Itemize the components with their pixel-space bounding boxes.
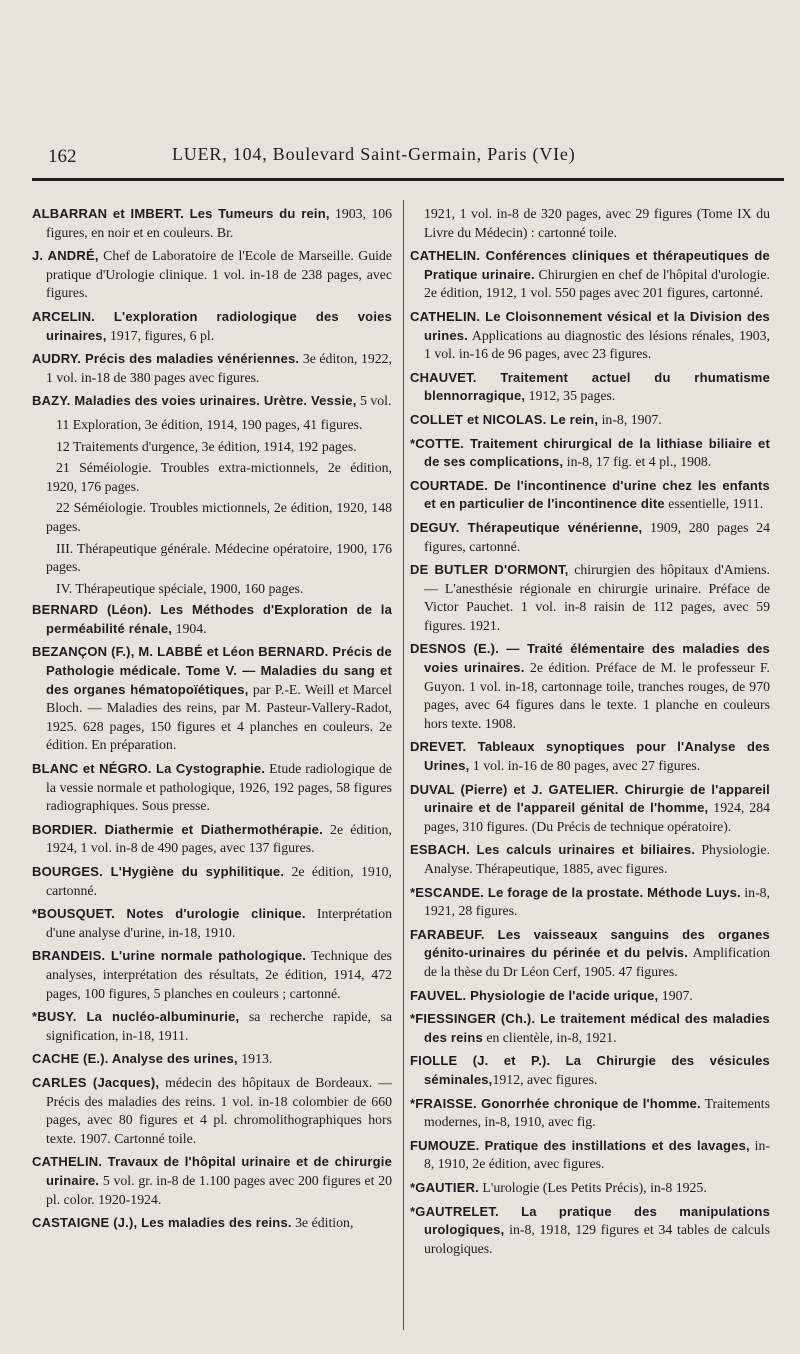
entry-heading: *GAUTIER. <box>410 1179 479 1195</box>
catalog-entry <box>32 601 392 638</box>
catalog-entry <box>32 205 392 242</box>
entry-heading: ALBARRAN et IMBERT. Les Tumeurs du rein, <box>32 206 330 221</box>
entry-details: Physiologie. Analyse. Thérapeutique, 1885, avec figures. <box>424 842 770 876</box>
entry-heading: CATHELIN. Conférences cliniques et thérapeutiques de Pratique urinaire. <box>410 248 770 282</box>
catalog-entry <box>410 1137 770 1174</box>
catalog-entry <box>410 1179 770 1198</box>
entry-heading: BERNARD (Léon). Les Méthodes d'Exploration de la perméabilité rénale, <box>32 602 392 636</box>
catalog-subentry <box>32 540 392 577</box>
entry-continuation-text: 1921, 1 vol. in-8 de 320 pages, avec 29 figures (Tome IX du Livre du Médecin) : cartonné toile. <box>424 206 770 240</box>
catalog-subentry <box>32 499 392 536</box>
catalog-subentry <box>32 416 392 435</box>
subentry-text: 21 Séméiologie. Troubles extra-mictionnels, 2e édition, 1920, 176 pages. <box>46 460 392 494</box>
entry-heading: COLLET et NICOLAS. Le rein, <box>410 411 599 427</box>
catalog-entry <box>410 987 770 1006</box>
entry-details: par P.-E. Weill et Marcel Bloch. — Maladies des reins, par M. Pasteur-Vallery-Radot, 1925. 628 pages, 150 figures et 4 planches en couleurs. 2e édition. En préparation. <box>46 681 392 753</box>
entry-details: Etude radiologique de la vessie normale et pathologique, 1926, 192 pages, 58 figures radiographiques. Sous presse. <box>46 761 392 814</box>
entry-heading: *FRAISSE. Gonorrhée chronique de l'homme. <box>410 1095 701 1111</box>
catalog-entry <box>32 350 392 387</box>
catalog-entry <box>410 1052 770 1089</box>
entry-details: Interprétation d'une analyse d'urine, in-18, 1910. <box>46 906 392 940</box>
subentry-text: IV. Thérapeutique spéciale, 1900, 160 pages. <box>56 580 304 596</box>
entry-details: in-8, 1918, 129 figures et 34 tables de calculs urologiques. <box>424 1222 770 1256</box>
catalog-entry <box>32 947 392 1003</box>
entry-heading: CARLES (Jacques), <box>32 1074 160 1090</box>
entry-details: 2e édition. Préface de M. le professeur F. Guyon. 1 vol. in-18, cartonnage toile, tranches rouges, de 970 pages, avec 64 figures dans le texte. 1 planche en couleurs hors texte. 1908. <box>424 660 770 731</box>
entry-details: 1912, 35 pages. <box>525 388 616 404</box>
entry-details: Chef de Laboratoire de l'Ecole de Marseille. Guide pratique d'Urologie clinique. 1 vol. in-18 de 238 pages, avec figures. <box>46 248 392 301</box>
catalog-subentry <box>32 438 392 457</box>
catalog-entry <box>32 863 392 900</box>
entry-details: sa recherche rapide, sa signification, in-18, 1911. <box>46 1009 392 1043</box>
entry-details: L'urologie (Les Petits Précis), in-8 1925. <box>478 1179 707 1195</box>
catalog-entry <box>410 1095 770 1132</box>
entry-heading: COURTADE. De l'incontinence d'urine chez les enfants et en particulier de l'incontinence dite <box>410 477 770 512</box>
entry-details: 1913. <box>237 1051 273 1067</box>
entry-details: Traitements modernes, in-8, 1910, avec fig. <box>424 1095 770 1130</box>
catalog-entry <box>410 1010 770 1047</box>
entry-heading: DE BUTLER D'ORMONT, <box>410 562 569 578</box>
catalog-entry <box>410 738 770 775</box>
entry-details: Applications au diagnostic des lésions rénales, 1903, 1 vol. in-16 de 96 pages, avec 23 figures. <box>424 327 770 362</box>
catalog-entry <box>32 1050 392 1069</box>
catalog-entry <box>410 1203 770 1259</box>
right-column <box>410 205 770 1263</box>
catalog-entry <box>32 1008 392 1045</box>
entry-heading: BEZANÇON (F.), M. LABBÉ et Léon BERNARD. Précis de Pathologie médicale. Tome V. — Maladies du sang et des organes hématopoïétiques, <box>32 644 392 697</box>
page-number: 162 <box>48 146 77 167</box>
column-divider <box>403 200 404 1330</box>
entry-heading: *ESCANDE. Le forage de la prostate. Méthode Luys. <box>410 884 741 900</box>
running-title: LUER, 104, Boulevard Saint-Germain, Paris (VIe) <box>172 144 576 164</box>
entry-heading: BORDIER. Diathermie et Diathermothérapie. <box>32 821 323 837</box>
entry-details: in-8, 1907. <box>598 411 662 427</box>
entry-details: in-8, 1921, 28 figures. <box>424 884 771 919</box>
entry-heading: FIOLLE (J. et P.). La Chirurgie des vésicules séminales, <box>410 1053 770 1087</box>
entry-details: essentielle, 1911. <box>664 496 764 512</box>
left-column <box>32 205 392 1238</box>
entry-details: 5 vol. gr. in-8 de 1.100 pages avec 200 figures et 20 pl. color. 1920-1924. <box>46 1172 392 1207</box>
entry-details: in-8, 17 fig. et 4 pl., 1908. <box>563 454 712 470</box>
subentry-text: 11 Exploration, 3e édition, 1914, 190 pages, 41 figures. <box>56 416 363 432</box>
entry-heading: CATHELIN. Travaux de l'hôpital urinaire et de chirurgie urinaire. <box>32 1154 392 1188</box>
catalog-entry <box>410 411 770 430</box>
entry-heading: BRANDEIS. L'urine normale pathologique. <box>32 948 307 964</box>
catalog-entry <box>32 821 392 858</box>
entry-heading: DUVAL (Pierre) et J. GATELIER. Chirurgie de l'appareil urinaire et de l'appareil génital de l'homme, <box>410 781 770 816</box>
entry-details: 2e édition, 1910, cartonné. <box>46 864 392 898</box>
entry-heading: *BUSY. La nucléo-albuminurie, <box>32 1009 240 1025</box>
entry-heading: *COTTE. Traitement chirurgical de la lithiase biliaire et de ses complications, <box>410 435 770 470</box>
entry-heading: DREVET. Tableaux synoptiques pour l'Analyse des Urines, <box>410 739 770 774</box>
entry-heading: CACHE (E.). Analyse des urines, <box>32 1051 238 1067</box>
entry-heading: BLANC et NÉGRO. La Cystographie. <box>32 761 266 777</box>
entry-details: 5 vol. <box>356 393 392 409</box>
catalog-entry <box>410 561 770 635</box>
entry-heading: ESBACH. Les calculs urinaires et biliaires. <box>410 842 696 858</box>
catalog-entry <box>32 643 392 755</box>
entry-details: chirurgien des hôpitaux d'Amiens. — L'anesthésie régionale en chirurgie urinaire. Préface de Victor Pauchet. 1 vol. in-8 raisin de 112 pages, avec 59 figures. 1921. <box>424 562 770 633</box>
entry-details: 1912, avec figures. <box>492 1071 598 1087</box>
entry-details: in-8, 1910, 2e édition, avec figures. <box>424 1137 770 1172</box>
entry-heading: FUMOUZE. Pratique des instillations et des lavages, <box>410 1137 750 1153</box>
catalog-entry-continued <box>410 205 770 242</box>
catalog-entry <box>32 1214 392 1233</box>
entry-heading: CHAUVET. Traitement actuel du rhumatisme blennorragique, <box>410 369 770 404</box>
entry-heading: *GAUTRELET. La pratique des manipulations urologiques, <box>410 1203 770 1238</box>
entry-details: 1909, 280 pages 24 figures, cartonné. <box>424 519 770 554</box>
entry-heading: CATHELIN. Le Cloisonnement vésical et la Division des urines. <box>410 308 770 343</box>
catalog-entry <box>410 781 770 837</box>
catalog-entry <box>410 435 770 472</box>
entry-heading: *FIESSINGER (Ch.). Le traitement médical des maladies des reins <box>410 1011 770 1045</box>
page-header <box>32 138 772 178</box>
entry-heading: ARCELIN. L'exploration radiologique des voies urinaires, <box>32 308 392 343</box>
entry-details: 3e éditon, 1922, 1 vol. in-18 de 380 pages avec figures. <box>46 351 392 385</box>
catalog-entry <box>410 884 770 921</box>
catalog-entry <box>32 760 392 816</box>
catalog-entry <box>410 519 770 556</box>
subentry-text: 12 Traitements d'urgence, 3e édition, 1914, 192 pages. <box>56 438 357 454</box>
entry-heading: FARABEUF. Les vaisseaux sanguins des organes génito-urinaires du périnée et du pelvis. <box>410 926 770 961</box>
catalog-entry <box>410 640 770 733</box>
entry-details: 1904. <box>172 620 207 636</box>
entry-details: 1 vol. in-16 de 80 pages, avec 27 figures. <box>469 758 701 774</box>
subentry-text: III. Thérapeutique générale. Médecine opératoire, 1900, 176 pages. <box>46 540 392 575</box>
entry-heading: DESNOS (E.). — Traité élémentaire des maladies des voies urinaires. <box>410 641 770 676</box>
entry-details: 1903, 106 figures, en noir et en couleurs. Br. <box>46 206 393 240</box>
catalog-entry <box>410 247 770 303</box>
entry-heading: FAUVEL. Physiologie de l'acide urique, <box>410 987 659 1003</box>
catalog-entry <box>32 308 392 345</box>
catalog-entry <box>410 841 770 878</box>
entry-details: médecin des hôpitaux de Bordeaux. — Précis des maladies des reins. 1 vol. in-18 colombier de 660 pages, avec 80 figures et 4 pl. chromolithographiques hors texte. 1907. Cartonné toile. <box>46 1074 393 1146</box>
entry-details: Amplification de la thèse du Dr Léon Cerf, 1905. 47 figures. <box>424 945 770 979</box>
entry-details: 1924, 284 pages, 310 figures. (Du Précis de technique opératoire). <box>424 800 770 834</box>
catalog-entry <box>32 1074 392 1148</box>
catalog-entry <box>32 247 392 303</box>
entry-details: 3e édition, <box>291 1215 354 1231</box>
entry-details: Technique des analyses, interprétation des résultats, 2e édition, 1914, 472 pages, 100 figures, 5 planches en couleurs ; cartonné. <box>46 948 392 1001</box>
entry-details: 2e édition, 1924, 1 vol. in-8 de 490 pages, avec 137 figures. <box>46 821 392 856</box>
entry-heading: BAZY. Maladies des voies urinaires. Urètre. Vessie, <box>32 393 357 409</box>
catalog-entry <box>410 926 770 982</box>
entry-details: en clientèle, in-8, 1921. <box>482 1029 617 1045</box>
catalog-entry <box>32 905 392 942</box>
entry-heading: *BOUSQUET. Notes d'urologie clinique. <box>32 906 306 922</box>
entry-heading: J. ANDRÉ, <box>32 248 99 264</box>
entry-heading: AUDRY. Précis des maladies vénériennes. <box>32 351 300 367</box>
catalog-entry <box>32 1153 392 1209</box>
catalog-subentry <box>32 459 392 496</box>
catalog-entry <box>410 477 770 514</box>
entry-heading: DEGUY. Thérapeutique vénérienne, <box>410 519 643 535</box>
entry-heading: BOURGES. L'Hygiène du syphilitique. <box>32 864 285 879</box>
entry-details: 1907. <box>658 987 693 1003</box>
entry-details: Chirurgien en chef de l'hôpital d'urologie. 2e édition, 1912, 1 vol. 550 pages avec 201 figures, cartonné. <box>424 266 770 301</box>
catalog-entry <box>32 392 392 411</box>
catalog-subentry <box>32 580 392 599</box>
catalog-entry <box>410 369 770 406</box>
subentry-text: 22 Séméiologie. Troubles mictionnels, 2e édition, 1920, 148 pages. <box>46 500 392 534</box>
entry-heading: CASTAIGNE (J.), Les maladies des reins. <box>32 1215 292 1231</box>
catalog-entry <box>410 308 770 364</box>
header-rule <box>32 178 784 181</box>
entry-details: 1917, figures, 6 pl. <box>106 327 215 343</box>
